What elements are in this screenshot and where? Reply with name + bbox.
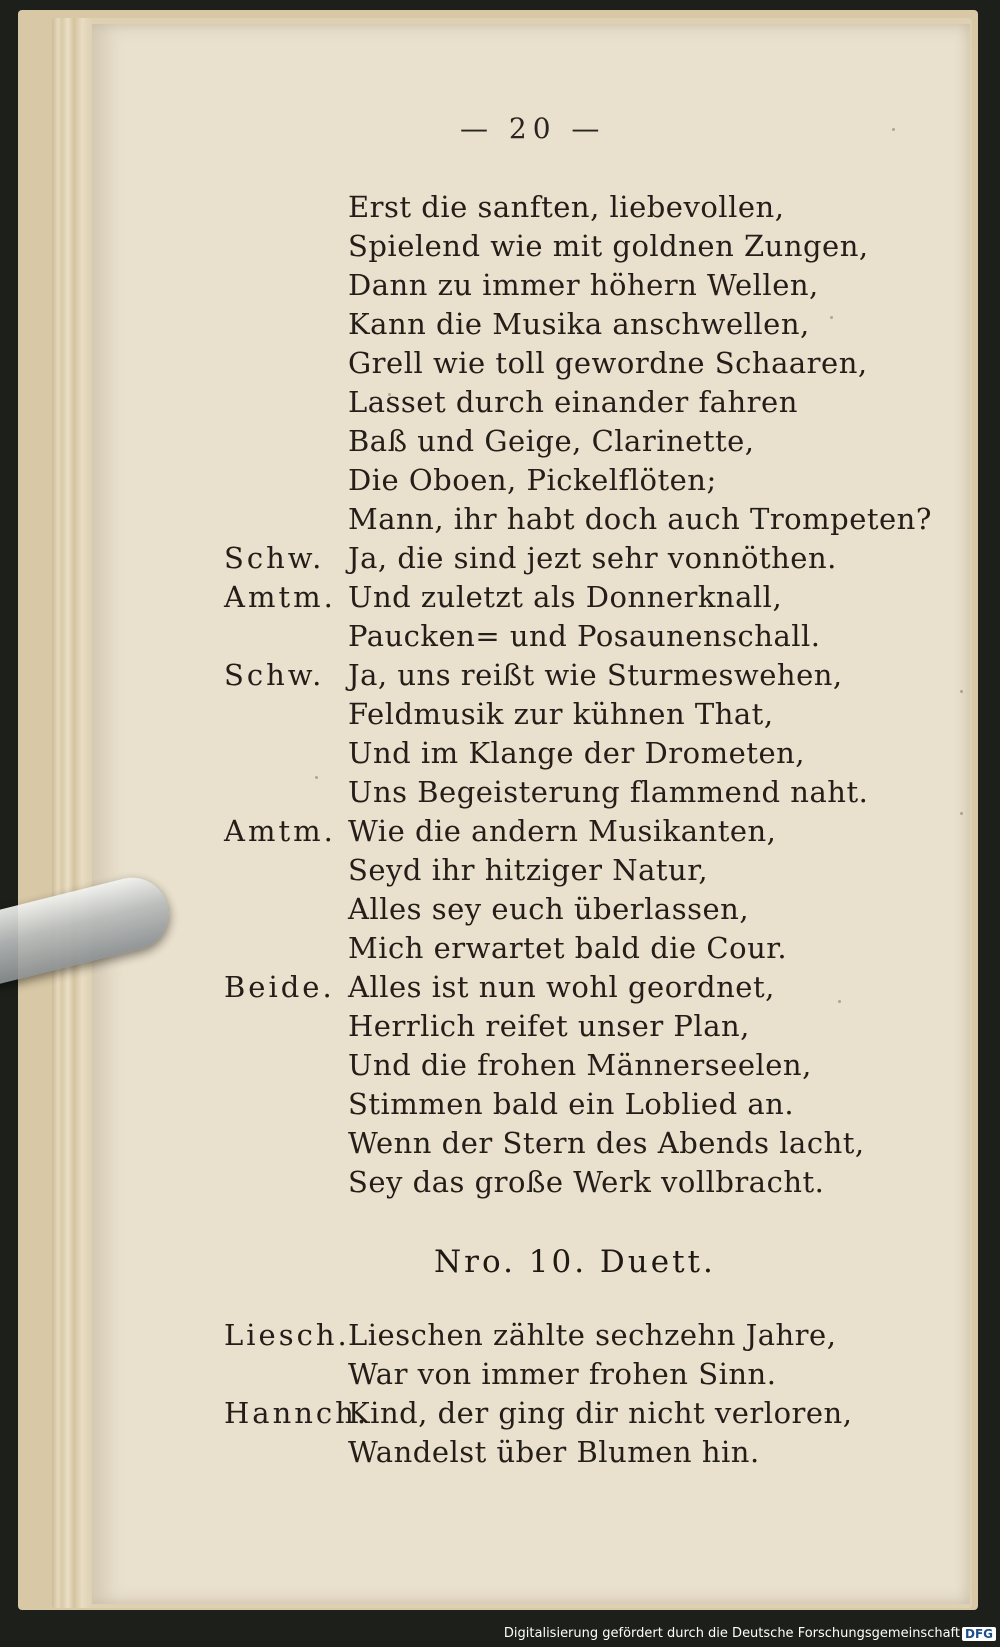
speaker-label: Amtm. bbox=[224, 814, 336, 848]
verse-line: Dann zu immer höhern Wellen, bbox=[348, 268, 819, 302]
dialogue-line: Ja, die sind jezt sehr vonnöthen. bbox=[348, 541, 837, 575]
dialogue-line: Stimmen bald ein Loblied an. bbox=[348, 1087, 795, 1121]
dialogue-line: Wie die andern Musikanten, bbox=[348, 814, 777, 848]
verse-line: Mann, ihr habt doch auch Trompeten? bbox=[348, 502, 932, 536]
duet-line: Lieschen zählte sechzehn Jahre, bbox=[348, 1318, 837, 1352]
dialogue-line: Und zuletzt als Donnerknall, bbox=[348, 580, 783, 614]
speaker-label: Schw. bbox=[224, 658, 325, 692]
verse-line: Erst die sanften, liebevollen, bbox=[348, 190, 785, 224]
verse-line: Grell wie toll gewordne Schaaren, bbox=[348, 346, 868, 380]
speaker-label: Beide. bbox=[224, 970, 335, 1004]
verse-line: Lasset durch einander fahren bbox=[348, 385, 798, 419]
dfg-logo: DFG bbox=[962, 1627, 996, 1641]
page-number: — 20 — bbox=[460, 112, 606, 145]
section-heading: Nro. 10. Duett. bbox=[434, 1244, 716, 1280]
verse-line: Kann die Musika anschwellen, bbox=[348, 307, 810, 341]
dialogue-line: Und im Klange der Drometen, bbox=[348, 736, 805, 770]
dialogue-line: Seyd ihr hitziger Natur, bbox=[348, 853, 709, 887]
dialogue-line: Uns Begeisterung flammend naht. bbox=[348, 775, 869, 809]
speaker-label: Amtm. bbox=[224, 580, 336, 614]
verse-line: Die Oboen, Pickelflöten; bbox=[348, 463, 717, 497]
dialogue-line: Alles sey euch überlassen, bbox=[348, 892, 750, 926]
speaker-label: Schw. bbox=[224, 541, 325, 575]
dialogue-line: Paucken= und Posaunenschall. bbox=[348, 619, 821, 653]
speaker-label: Hannch. bbox=[224, 1396, 370, 1430]
duet-line: Kind, der ging dir nicht verloren, bbox=[348, 1396, 853, 1430]
dialogue-line: Feldmusik zur kühnen That, bbox=[348, 697, 774, 731]
verse-line: Spielend wie mit goldnen Zungen, bbox=[348, 229, 869, 263]
duet-line: War von immer frohen Sinn. bbox=[348, 1357, 777, 1391]
dialogue-line: Alles ist nun wohl geordnet, bbox=[348, 970, 775, 1004]
dialogue-line: Mich erwartet bald die Cour. bbox=[348, 931, 788, 965]
verse-line: Baß und Geige, Clarinette, bbox=[348, 424, 755, 458]
dialogue-line: Und die frohen Männerseelen, bbox=[348, 1048, 812, 1082]
dialogue-line: Ja, uns reißt wie Sturmeswehen, bbox=[348, 658, 843, 692]
dialogue-line: Wenn der Stern des Abends lacht, bbox=[348, 1126, 865, 1160]
duet-line: Wandelst über Blumen hin. bbox=[348, 1435, 760, 1469]
speaker-label: Liesch. bbox=[224, 1318, 350, 1352]
digitization-credit: Digitalisierung gefördert durch die Deutsche Forschungsgemeinschaft bbox=[503, 1626, 960, 1641]
dialogue-line: Herrlich reifet unser Plan, bbox=[348, 1009, 750, 1043]
dialogue-line: Sey das große Werk vollbracht. bbox=[348, 1165, 825, 1199]
